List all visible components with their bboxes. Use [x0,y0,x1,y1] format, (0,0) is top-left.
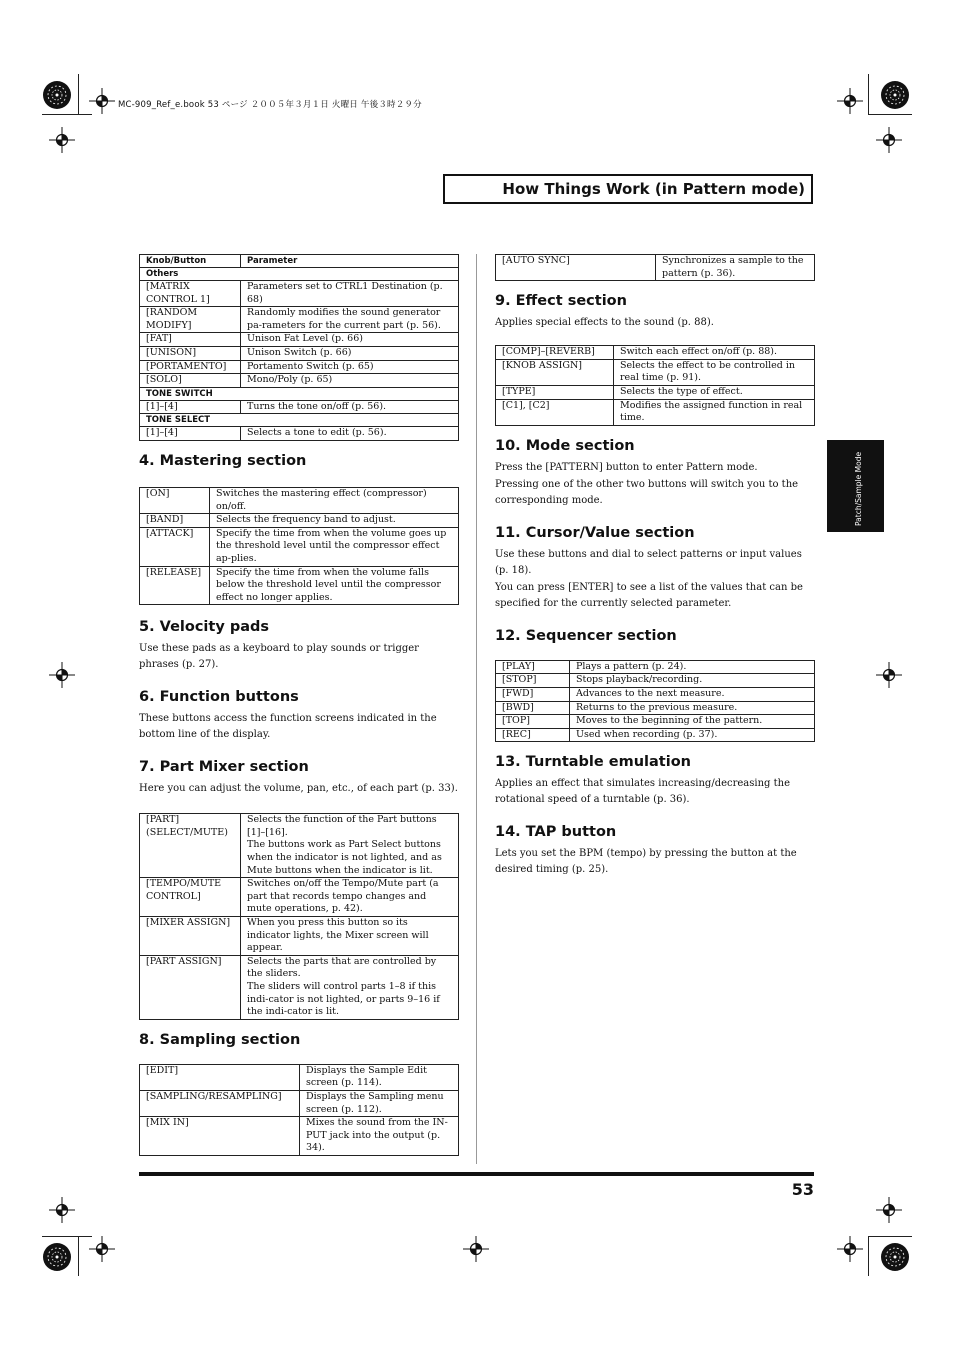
table-cell: [FWD] [496,687,570,701]
table-row [140,333,459,347]
header-title: How Things Work (in Pattern mode) [443,174,813,204]
registration-mark-icon [62,1210,63,1211]
table-cell: Displays the Sample Edit screen (p. 114). [300,1064,459,1090]
table-cell: [PLAY] [496,660,570,674]
table-row [140,814,459,878]
side-tab [827,440,884,532]
trim-line-top-right-v [868,74,869,114]
section-title: 11. Cursor/Value section [495,524,695,541]
table-cell: [STOP] [496,674,570,688]
trim-line-top-right [868,114,912,115]
table-cell: [C1], [C2] [496,399,614,425]
table-cell: [SOLO] [140,374,241,388]
table-cell: Selects the function of the Part buttons [1]–[16]. The buttons work as Part Select buttons when the indicator is not lighted, and as Mute buttons when the indicator is lit. [241,814,459,878]
table-cell: Plays a pattern (p. 24). [570,660,815,674]
sampling-table [139,1064,459,1156]
trim-line-bottom-right [868,1236,912,1237]
table-header: Knob/Button [140,255,241,268]
table-row [496,715,815,729]
section-title: 4. Mastering section [139,452,307,469]
registration-mark-icon [62,675,63,676]
side-tab-label: Patch/Sample Mode [854,451,863,526]
trim-line-bottom-right-v [868,1236,869,1276]
table-row [496,674,815,688]
table-cell: [FAT] [140,333,241,347]
knob-parameter-table [139,254,459,441]
section-text: Use these pads as a keyboard to play sounds or trigger phrases (p. 27). [139,643,419,671]
table-cell: Synchronizes a sample to the pattern (p. 36). [656,255,815,281]
table-cell: Selects the type of effect. [614,385,815,399]
table-row [140,955,459,1019]
table-cell: Selects the effect to be controlled in real time (p. 91). [614,359,815,385]
table-cell: Advances to the next measure. [570,687,815,701]
table-cell: [1]–[4] [140,400,241,414]
table-cell: [ON] [140,487,210,513]
registration-mark-icon [889,1210,890,1211]
table-row [140,281,459,307]
section-text: Applies special effects to the sound (p. 88). [495,317,714,329]
section-title: 13. Turntable emulation [495,754,691,771]
table-cell: [PART ASSIGN] [140,955,241,1019]
table-cell: Unison Switch (p. 66) [241,346,459,360]
registration-mark-icon [62,140,63,141]
table-cell: [PORTAMENTO] [140,360,241,374]
section-title: 7. Part Mixer section [139,759,309,776]
section-text: Here you can adjust the volume, pan, etc., of each part (p. 33). [139,783,458,795]
section-title: 9. Effect section [495,293,627,310]
table-cell: [AUTO SYNC] [496,255,656,281]
group-label: TONE SWITCH [140,387,459,400]
trim-line-bottom-left-v [78,1236,79,1276]
table-cell: [TEMPO/MUTE CONTROL] [140,878,241,917]
table-row [140,374,459,388]
mastering-table [139,487,459,605]
registration-mark-icon [102,101,103,102]
section-text: Use these buttons and dial to select patterns or input values (p. 18). [495,548,802,576]
table-cell: Selects the parts that are controlled by the sliders. The sliders will control parts 1–8 if this indi-cator is not lighted, or parts 9–16 if the indi-cator is lit. [241,955,459,1019]
section-text: Applies an effect that simulates increasing/decreasing the rotational speed of a turntable (p. 36). [495,778,790,806]
registration-mark-icon [476,1249,477,1250]
section-text: You can press [ENTER] to see a list of the values that can be specified for the currently selected parameter. [495,581,803,609]
table-header: Parameter [241,255,459,268]
table-row [496,359,815,385]
table-group-row [140,387,459,400]
table-cell: Switch each effect on/off (p. 88). [614,346,815,360]
section-text: Press the [PATTERN] button to enter Pattern mode. [495,461,758,473]
table-cell: Mixes the sound from the IN-PUT jack into the output (p. 34). [300,1117,459,1156]
table-cell: Portamento Switch (p. 65) [241,360,459,374]
table-row [496,385,815,399]
table-row [496,346,815,360]
table-cell: Unison Fat Level (p. 66) [241,333,459,347]
table-group-row [140,414,459,427]
table-cell: [1]–[4] [140,427,241,441]
auto-sync-table [495,254,815,281]
table-cell: [SAMPLING/RESAMPLING] [140,1090,300,1116]
group-label: TONE SELECT [140,414,459,427]
footer-rule [139,1172,814,1176]
effect-table [495,345,815,426]
table-row [140,400,459,414]
table-row [140,1117,459,1156]
table-cell: Switches on/off the Tempo/Mute part (a part that records tempo changes and mute operations, p. 42). [241,878,459,917]
starburst-target-icon [42,1242,72,1276]
table-cell: When you press this button so its indicator lights, the Mixer screen will appear. [241,917,459,956]
section-title: 14. TAP button [495,824,617,841]
table-cell: [UNISON] [140,346,241,360]
table-cell: Selects the frequency band to adjust. [210,514,459,528]
table-cell: Parameters set to CTRL1 Destination (p. 68) [241,281,459,307]
trim-line-top-left [42,114,92,115]
table-row [496,728,815,742]
sequencer-table [495,660,815,743]
table-cell: Displays the Sampling menu screen (p. 112). [300,1090,459,1116]
table-cell: [TOP] [496,715,570,729]
section-text: These buttons access the function screens indicated in the bottom line of the display. [139,713,437,741]
starburst-target-icon [880,1242,910,1276]
table-row [496,701,815,715]
table-cell: Modifies the assigned function in real time. [614,399,815,425]
section-title: 12. Sequencer section [495,627,677,644]
table-cell: Turns the tone on/off (p. 56). [241,400,459,414]
registration-mark-icon [889,140,890,141]
trim-line-top-left-v [78,74,79,114]
table-cell: Randomly modifies the sound generator pa-rameters for the current part (p. 56). [241,307,459,333]
table-cell: Moves to the beginning of the pattern. [570,715,815,729]
table-cell: Stops playback/recording. [570,674,815,688]
table-cell: Mono/Poly (p. 65) [241,374,459,388]
section-title: 8. Sampling section [139,1031,301,1048]
table-row [140,487,459,513]
table-row [140,360,459,374]
table-row [140,307,459,333]
table-cell: [BAND] [140,514,210,528]
table-row [140,1090,459,1116]
table-row [140,527,459,566]
table-row [496,687,815,701]
table-cell: Specify the time from when the volume falls below the threshold level until the compressor effect no longer applies. [210,566,459,605]
registration-mark-icon [850,101,851,102]
group-label: Others [140,268,459,281]
table-cell: [MIX IN] [140,1117,300,1156]
table-cell: Switches the mastering effect (compressor) on/off. [210,487,459,513]
table-row [140,878,459,917]
table-cell: [EDIT] [140,1064,300,1090]
table-row [140,427,459,441]
left-column [139,254,459,1156]
table-row [496,660,815,674]
table-cell: [BWD] [496,701,570,715]
registration-mark-icon [850,1249,851,1250]
starburst-target-icon [880,80,910,114]
table-row [140,1064,459,1090]
trim-line-bottom-left [42,1236,92,1237]
table-cell: [RANDOM MODIFY] [140,307,241,333]
table-cell: [PART] (SELECT/MUTE) [140,814,241,878]
table-cell: [RELEASE] [140,566,210,605]
table-cell: [REC] [496,728,570,742]
table-cell: [COMP]–[REVERB] [496,346,614,360]
column-divider [476,254,477,1164]
table-cell: [ATTACK] [140,527,210,566]
table-row [496,399,815,425]
table-cell: [TYPE] [496,385,614,399]
registration-mark-icon [889,675,890,676]
registration-mark-icon [102,1249,103,1250]
table-row [496,255,815,281]
file-header: MC-909_Ref_e.book 53 ページ ２００５年３月１日 火曜日 午後３時２９分 [118,100,422,110]
table-cell: [MIXER ASSIGN] [140,917,241,956]
page-number: 53 [791,1180,814,1199]
table-cell: Returns to the previous measure. [570,701,815,715]
table-cell: Specify the time from when the volume goes up the threshold level until the compressor effect ap-plies. [210,527,459,566]
section-text: Lets you set the BPM (tempo) by pressing the button at the desired timing (p. 25). [495,848,797,876]
part-mixer-table [139,813,459,1020]
table-row [140,514,459,528]
table-row [140,346,459,360]
table-group-row [140,268,459,281]
table-header-row [140,255,459,268]
table-row [140,917,459,956]
right-column [495,254,815,878]
starburst-target-icon [42,80,72,114]
section-title: 10. Mode section [495,437,635,454]
table-cell: [MATRIX CONTROL 1] [140,281,241,307]
table-cell: Selects a tone to edit (p. 56). [241,427,459,441]
table-cell: Used when recording (p. 37). [570,728,815,742]
section-text: Pressing one of the other two buttons will switch you to the corresponding mode. [495,478,799,506]
table-cell: [KNOB ASSIGN] [496,359,614,385]
table-row [140,566,459,605]
section-title: 5. Velocity pads [139,619,270,636]
section-title: 6. Function buttons [139,689,299,706]
